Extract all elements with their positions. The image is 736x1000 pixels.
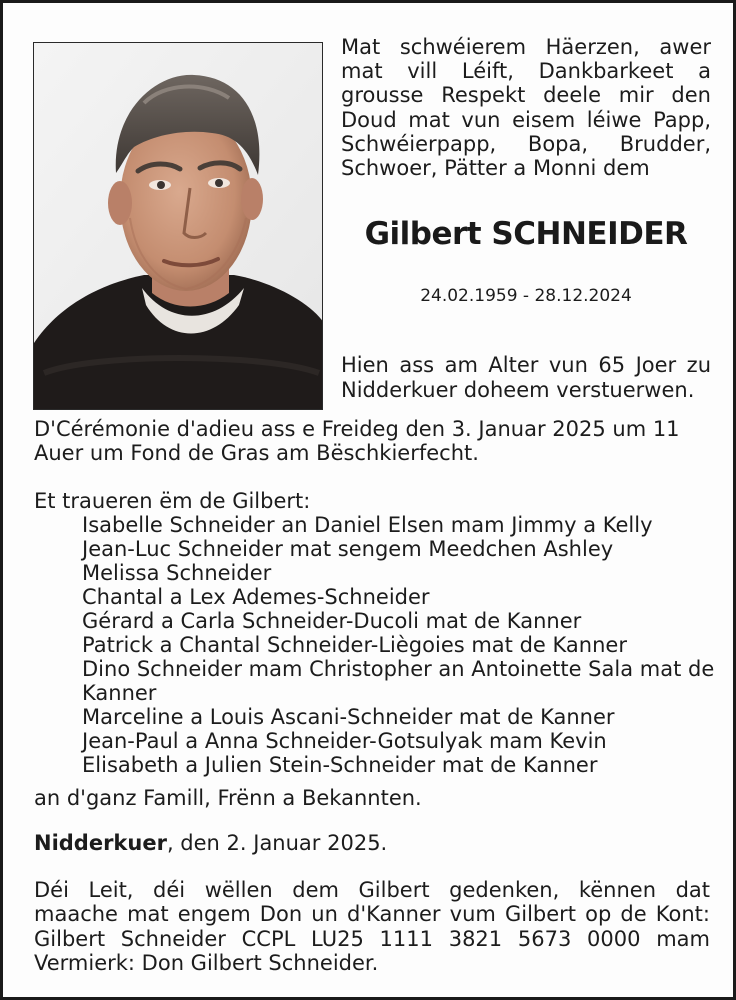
mourner-item: Patrick a Chantal Schneider-Liègoies mat de Kanner [82, 633, 627, 657]
family-friends-line: an d'ganz Famill, Frënn a Bekannten. [34, 786, 422, 810]
ceremony-info: D'Cérémonie d'adieu ass e Freideg den 3. Januar 2025 um 11 Auer um Fond de Gras am Bëschkierfecht. [34, 417, 680, 465]
mourner-item: Marceline a Louis Ascani-Schneider mat de Kanner [82, 705, 615, 729]
place-name: Nidderkuer [34, 831, 167, 855]
donation-notice [34, 878, 710, 975]
mourners-list [82, 513, 722, 777]
donation-line: Vermierk: Don Gilbert Schneider. [34, 950, 379, 975]
portrait-photo [33, 42, 323, 410]
death-notice: Hien ass am Alter vun 65 Joer zu Nidderkuer doheem verstuerwen. [341, 353, 711, 402]
mourner-item: Gérard a Carla Schneider-Ducoli mat de Kanner [82, 609, 582, 633]
mourner-item: Melissa Schneider [82, 561, 272, 585]
donation-line: maache mat engem Don un d'Kanner vum Gilbert op de Kont: [34, 902, 710, 927]
life-dates: 24.02.1959 - 28.12.2024 [420, 286, 632, 306]
mourner-item: Chantal a Lex Ademes-Schneider [82, 585, 430, 609]
place-date-line [34, 831, 714, 855]
mourners-intro: Et traueren ëm de Gilbert: [34, 489, 311, 513]
donation-line: Gilbert Schneider CCPL LU25 1111 3821 5673 0000 mam [34, 926, 710, 951]
mourner-item: Elisabeth a Julien Stein-Schneider mat de Kanner [82, 753, 598, 777]
donation-line: Déi Leit, déi wëllen dem Gilbert gedenken, kënnen dat [34, 878, 710, 902]
intro-text: Mat schwéierem Häerzen, awer mat vill Léift, Dankbarkeet a grousse Respekt deele mir den Doud mat vun eisem léiwe Papp, Schwéierpapp, Bopa, Brudder, Schwoer, Pätter a Monni dem [341, 35, 711, 181]
mourner-item: Dino Schneider mam Christopher an Antoinette Sala mat de Kanner [82, 657, 715, 705]
mourner-item: Jean-Luc Schneider mat sengem Meedchen Ashley [82, 537, 614, 561]
date-text: , den 2. Januar 2025. [166, 831, 388, 855]
mourner-item: Jean-Paul a Anna Schneider-Gotsulyak mam Kevin [82, 729, 607, 753]
mourner-item: Isabelle Schneider an Daniel Elsen mam Jimmy a Kelly [82, 513, 653, 537]
deceased-name: Gilbert SCHNEIDER [364, 216, 688, 252]
